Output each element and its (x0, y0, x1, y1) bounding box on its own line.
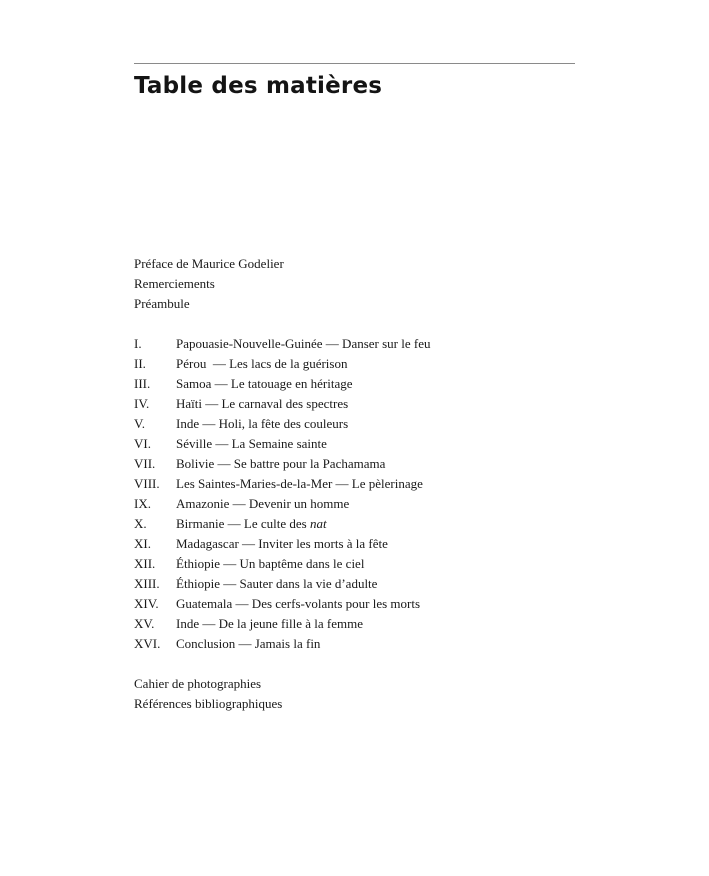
back-matter-list (134, 674, 575, 714)
chapter-title (176, 594, 420, 614)
page-title: Table des matières (134, 73, 383, 99)
chapter-number: XV. (134, 616, 155, 631)
chapter-entry (134, 614, 575, 634)
chapter-number: V. (134, 416, 145, 431)
chapter-number: I. (134, 336, 142, 351)
chapter-list (134, 334, 575, 654)
chapter-entry (134, 594, 575, 614)
chapter-entry (134, 634, 575, 654)
chapter-number: XIII. (134, 576, 160, 591)
chapter-title-text: Madagascar — Inviter les morts à la fête (176, 536, 388, 551)
chapter-title-text: Inde — Holi, la fête des couleurs (176, 416, 349, 431)
chapter-number: XII. (134, 556, 156, 571)
front-matter-entry: Préambule (134, 296, 190, 311)
chapter-entry (134, 574, 575, 594)
chapter-title-text: Amazonie — Devenir un homme (176, 496, 350, 511)
chapter-title (176, 494, 349, 514)
top-rule (134, 63, 575, 64)
chapter-entry (134, 514, 575, 534)
chapter-title (176, 614, 363, 634)
chapter-title (176, 394, 348, 414)
chapter-title-text: Éthiopie — Sauter dans la vie d’adulte (176, 576, 378, 591)
chapter-title-text: Bolivie — Se battre pour la Pachamama (176, 456, 386, 471)
chapter-number: IX. (134, 496, 151, 511)
chapter-entry (134, 394, 575, 414)
chapter-title (176, 354, 347, 374)
chapter-number: IV. (134, 396, 150, 411)
chapter-title (176, 434, 327, 454)
chapter-title-text: Séville — La Semaine sainte (176, 436, 327, 451)
chapter-entry (134, 434, 575, 454)
chapter-entry (134, 414, 575, 434)
chapter-title (176, 474, 423, 494)
chapter-entry (134, 334, 575, 354)
chapter-number: III. (134, 376, 151, 391)
chapter-number: II. (134, 356, 146, 371)
chapter-entry (134, 374, 575, 394)
chapter-title-text: Papouasie-Nouvelle-Guinée — Danser sur le feu (176, 336, 431, 351)
chapter-number: X. (134, 516, 147, 531)
table-of-contents (134, 254, 575, 714)
front-matter-entry: Préface de Maurice Godelier (134, 256, 284, 271)
chapter-title (176, 634, 320, 654)
chapter-title-text: Pérou — Les lacs de la guérison (176, 356, 348, 371)
chapter-title-text: Samoa — Le tatouage en héritage (176, 376, 353, 391)
chapter-entry (134, 454, 575, 474)
chapter-title-text: Birmanie — Le culte des (176, 516, 310, 531)
chapter-title-text: Les Saintes-Maries-de-la-Mer — Le pèlerinage (176, 476, 423, 491)
chapter-number: XIV. (134, 596, 159, 611)
chapter-entry (134, 554, 575, 574)
chapter-entry (134, 354, 575, 374)
chapter-title (176, 534, 388, 554)
chapter-title-text: Conclusion — Jamais la fin (176, 636, 321, 651)
back-matter-entry: Références bibliographiques (134, 696, 283, 711)
chapter-title-text: Haïti — Le carnaval des spectres (176, 396, 349, 411)
chapter-title (176, 414, 348, 434)
chapter-title (176, 514, 327, 534)
chapter-number: XI. (134, 536, 151, 551)
chapter-title (176, 574, 377, 594)
chapter-title (176, 554, 364, 574)
chapter-title-text: Éthiopie — Un baptême dans le ciel (176, 556, 365, 571)
chapter-entry (134, 494, 575, 514)
back-matter-entry: Cahier de photographies (134, 676, 262, 691)
chapter-number: VI. (134, 436, 151, 451)
front-matter-list (134, 254, 575, 314)
chapter-entry (134, 534, 575, 554)
chapter-entry (134, 474, 575, 494)
chapter-number: VII. (134, 456, 156, 471)
chapter-title (176, 374, 353, 394)
chapter-number: VIII. (134, 476, 160, 491)
chapter-title-text: Inde — De la jeune fille à la femme (176, 616, 363, 631)
front-matter-entry: Remerciements (134, 276, 215, 291)
chapter-title (176, 334, 431, 354)
chapter-title-text: Guatemala — Des cerfs-volants pour les morts (176, 596, 421, 611)
chapter-number: XVI. (134, 636, 161, 651)
chapter-title (176, 454, 385, 474)
chapter-title-italic: nat (309, 516, 327, 531)
